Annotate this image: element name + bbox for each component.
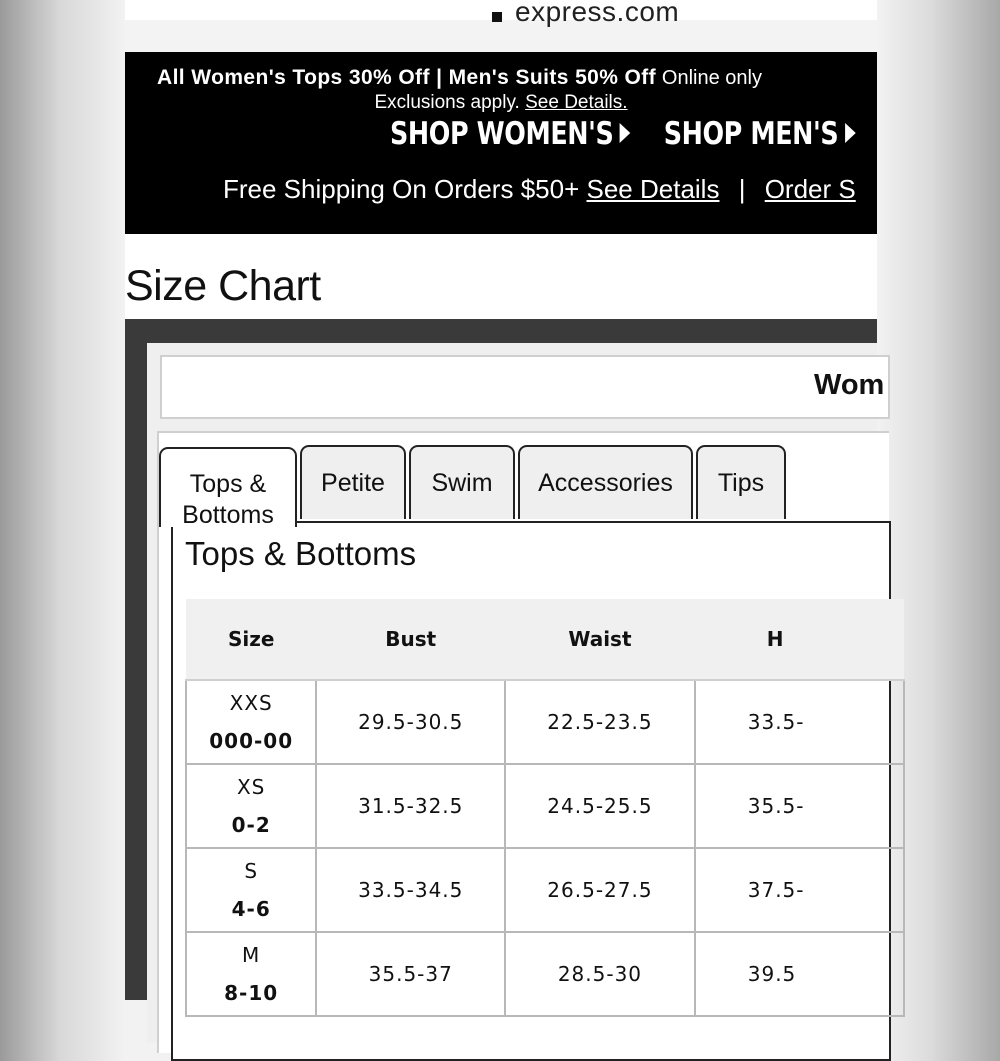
table-row — [186, 848, 904, 932]
promo-offer-text: All Women's Tops 30% Off | Men's Suits 50% Off — [157, 66, 657, 89]
size-number: 8-10 — [224, 981, 279, 1005]
bust-cell: 31.5-32.5 — [316, 764, 505, 848]
page-title: Size Chart — [125, 262, 321, 310]
promo-headline — [157, 66, 762, 90]
promo-banner — [125, 52, 877, 234]
size-cell — [186, 680, 316, 764]
order-status-link[interactable]: Order S — [764, 174, 856, 204]
shop-mens-link[interactable] — [664, 116, 856, 152]
table-row — [186, 764, 904, 848]
url-text[interactable]: express.com — [515, 0, 680, 27]
caret-right-icon — [845, 123, 856, 143]
tab-label: Tips — [717, 469, 765, 497]
hip-cell: 33.5- — [695, 680, 904, 764]
exclusions-text: Exclusions apply. — [374, 92, 520, 113]
header-bust: Bust — [316, 599, 505, 680]
divider: | — [738, 174, 746, 204]
tab-tips[interactable] — [696, 445, 786, 519]
table-row — [186, 680, 904, 764]
promo-online-only: Online only — [661, 67, 762, 89]
tab-petite[interactable] — [300, 445, 406, 519]
bust-cell: 33.5-34.5 — [316, 848, 505, 932]
size-label: S — [244, 859, 259, 883]
header-hip: H — [695, 599, 904, 680]
size-chart-container — [147, 343, 885, 1043]
size-number: 0-2 — [231, 813, 271, 837]
hip-cell: 37.5- — [695, 848, 904, 932]
size-cell — [186, 764, 316, 848]
bust-cell: 35.5-37 — [316, 932, 505, 1016]
shipping-bar — [223, 174, 856, 205]
caret-right-icon — [620, 123, 631, 143]
tab-label: Tops & Bottoms — [182, 470, 274, 529]
size-table — [185, 599, 905, 1017]
header-waist: Waist — [505, 599, 695, 680]
shipping-details-link[interactable]: See Details — [586, 174, 720, 204]
size-number: 4-6 — [231, 897, 271, 921]
shop-links — [390, 116, 880, 152]
tab-label: Petite — [321, 469, 385, 497]
size-cell — [186, 932, 316, 1016]
waist-cell: 28.5-30 — [505, 932, 695, 1016]
tab-swim[interactable] — [409, 445, 515, 519]
size-number: 000-00 — [209, 729, 294, 753]
panel-title: Tops & Bottoms — [185, 535, 417, 572]
tab-area — [157, 431, 889, 1053]
size-label: M — [242, 943, 261, 967]
tab-tops-bottoms[interactable] — [159, 447, 297, 527]
waist-cell: 26.5-27.5 — [505, 848, 695, 932]
tab-accessories[interactable] — [518, 445, 693, 519]
lock-icon — [492, 12, 502, 22]
hip-cell: 39.5 — [695, 932, 904, 1016]
shop-mens-label: SHOP MEN'S — [663, 116, 839, 152]
section-title: Wom — [814, 369, 885, 401]
size-chart-panel — [125, 319, 885, 1005]
promo-exclusions — [125, 92, 877, 114]
waist-cell: 22.5-23.5 — [505, 680, 695, 764]
shipping-text: Free Shipping On Orders $50+ — [223, 174, 580, 204]
hip-cell: 35.5- — [695, 764, 904, 848]
size-label: XS — [236, 775, 266, 799]
address-bar[interactable] — [125, 0, 877, 52]
waist-cell: 24.5-25.5 — [505, 764, 695, 848]
tab-panel — [171, 521, 891, 1061]
tab-label: Swim — [431, 469, 493, 497]
table-header-row — [186, 599, 904, 680]
see-details-link[interactable]: See Details. — [525, 92, 628, 113]
shop-womens-label: SHOP WOMEN'S — [390, 116, 614, 152]
table-row — [186, 932, 904, 1016]
shop-womens-link[interactable] — [390, 116, 631, 152]
size-cell — [186, 848, 316, 932]
bust-cell: 29.5-30.5 — [316, 680, 505, 764]
size-label: XXS — [229, 691, 273, 715]
tab-label: Accessories — [538, 469, 673, 497]
size-table-wrap — [185, 599, 905, 1017]
browser-viewport — [125, 0, 885, 1005]
section-header — [160, 355, 890, 419]
header-size: Size — [186, 599, 316, 680]
